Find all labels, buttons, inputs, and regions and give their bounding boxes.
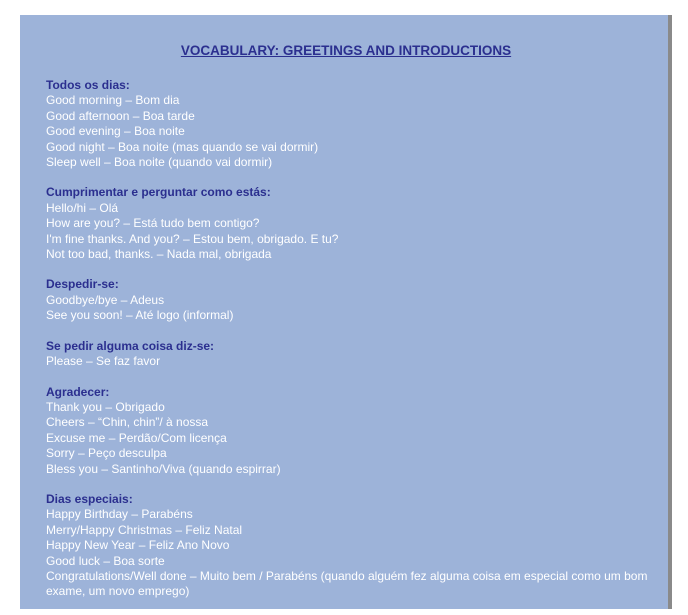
vocab-line: Good luck – Boa sorte [46, 553, 165, 568]
section-despedir-se [46, 277, 666, 323]
vocab-line: Cheers – “Chin, chin”/ à nossa [46, 415, 209, 430]
vocab-line: See you soon! – Até logo (informal) [46, 308, 234, 323]
section-heading: Dias especiais: [46, 491, 133, 506]
section-dias-especiais [46, 492, 666, 600]
vocab-line: Hello/hi – Olá [46, 200, 119, 215]
vocab-line: How are you? – Está tudo bem contigo? [46, 216, 260, 231]
page-title: VOCABULARY: GREETINGS AND INTRODUCTIONS [180, 43, 512, 58]
vocab-line: Good morning – Bom dia [46, 93, 180, 108]
vocab-line: Please – Se faz favor [46, 354, 161, 369]
section-heading: Agradecer: [46, 384, 110, 399]
vocab-line: Good evening – Boa noite [46, 124, 185, 139]
vocab-line: Merry/Happy Christmas – Feliz Natal [46, 522, 243, 537]
section-heading: Todos os dias: [46, 78, 130, 92]
document-page [20, 15, 672, 609]
vocab-line: Happy New Year – Feliz Ano Novo [46, 538, 230, 553]
vocab-line: Congratulations/Well done – Muito bem / Parabéns (quando alguém fez alguma coisa em especial como um bom exame, um novo emprego) [46, 568, 648, 599]
vocab-line: Bless you – Santinho/Viva (quando espirrar) [46, 461, 281, 476]
section-agradecer [46, 385, 666, 477]
vocab-line: Not too bad, thanks. – Nada mal, obrigada [46, 247, 272, 262]
vocab-line: Good night – Boa noite (mas quando se vai dormir) [46, 139, 319, 154]
section-heading: Se pedir alguma coisa diz-se: [46, 338, 215, 353]
vocab-line: Happy Birthday – Parabéns [46, 507, 193, 522]
vocab-line: Thank you – Obrigado [46, 399, 165, 414]
vocab-line: Excuse me – Perdão/Com licença [46, 430, 227, 445]
section-heading: Cumprimentar e perguntar como estás: [46, 185, 271, 200]
section-heading: Despedir-se: [46, 277, 119, 292]
vocab-line: Sorry – Peço desculpa [46, 446, 167, 461]
section-cumprimentar [46, 185, 666, 262]
vocabulary-content [46, 78, 666, 615]
section-pedir [46, 339, 666, 370]
vocab-line: Goodbye/bye – Adeus [46, 292, 165, 307]
vocab-line: Sleep well – Boa noite (quando vai dormir) [46, 155, 273, 170]
vocab-line: I'm fine thanks. And you? – Estou bem, obrigado. E tu? [46, 231, 339, 246]
section-todos-os-dias [46, 78, 666, 170]
vocab-line: Good afternoon – Boa tarde [46, 108, 195, 123]
